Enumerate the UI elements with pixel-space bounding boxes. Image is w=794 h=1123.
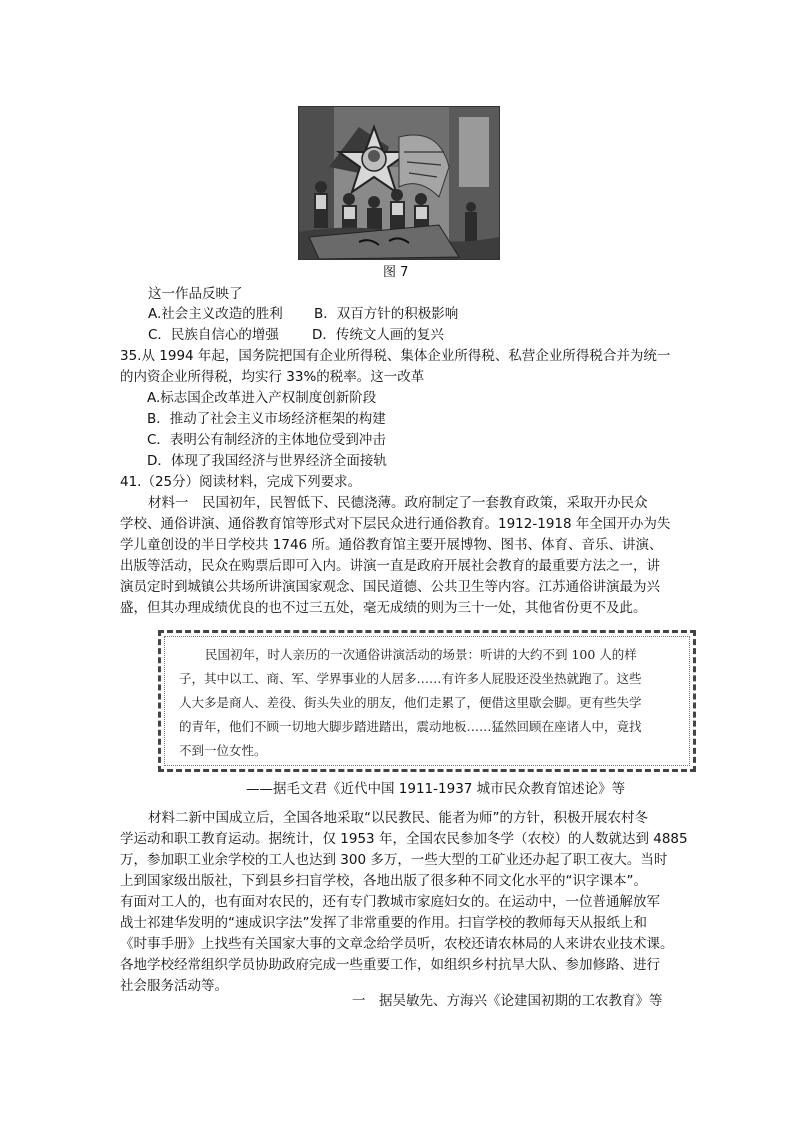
material-1-line: 盛，但其办理成绩优良的也不过三五处，毫无成绩的则为三十一处，其他省份更不及此。 (120, 600, 647, 616)
material-2-line: 学运动和职工教育运动。据统计，仅 1953 年，全国农民参加冬学（农校）的人数就达到 4885 (120, 831, 688, 847)
material-1-line: 学校、通俗讲演、通俗教育馆等形式对下层民众进行通俗教育。1912-1918 年全国开办为失 (120, 516, 671, 532)
material-2-line: 材料二新中国成立后，全国各地采取“以民教民、能者为师”的方针，积极开展农村冬 (148, 810, 648, 826)
quote-line: 子，其中以工、商、军、学界事业的人居多……有许多人屁股还没坐热就跑了。这些 (179, 671, 642, 686)
q35-stem-line-1: 35.从 1994 年起，国务院把国有企业所得税、集体企业所得税、私营企业所得税合并为统一 (120, 348, 671, 364)
q34-option-b: B．双百方针的积极影响 (314, 306, 459, 322)
q34-stem: 这一作品反映了 (148, 286, 243, 302)
quote-line: 的青年，他们不顾一切地大脚步踏进踏出，震动地板……猛然回顾在座诸人中，竟找 (179, 719, 642, 734)
quote-line: 人大多是商人、差役、街头失业的朋友，他们走累了，便借这里歇会脚。更有些失学 (179, 695, 642, 710)
material-2-line: 社会服务活动等。 (120, 978, 228, 994)
question-41-material-2 (120, 808, 700, 998)
q35-option-b: B．推动了社会主义市场经济框架的构建 (147, 411, 386, 427)
poster-illustration (299, 107, 499, 259)
material-1-line: 学儿童创设的半日学校共 1746 所。通俗教育馆主要开展博物、图书、体育、音乐、讲演、 (120, 537, 663, 553)
poster-figure (298, 106, 500, 260)
material-2-line: 战士祁建华发明的“速成识字法”发挥了非常重要的作用。扫盲学校的教师每天从报纸上和 (120, 915, 647, 931)
material-2-source: 一 据吴敏先、方海兴《论建国初期的工农教育》等 (352, 993, 663, 1009)
figure-caption: 图 7 (383, 265, 409, 280)
material-2-line: 上到国家级出版社，下到县乡扫盲学校，各地出版了很多种不同文化水平的“识字课本”。 (120, 873, 647, 889)
quote-box (158, 630, 696, 772)
material-1-line: 出版等活动，民众在购票后即可入内。讲演一直是政府开展社会教育的最重要方法之一，讲 (120, 558, 660, 574)
quote-line: 不到一位女性。 (179, 743, 267, 758)
q34-option-a: A.社会主义改造的胜利 (148, 306, 283, 322)
q35-option-a: A.标志国企改革进入产权制度创新阶段 (147, 390, 377, 406)
material-2-line: 万，参加职工业余学校的工人也达到 300 多万，一些大型的工矿业还办起了职工夜大。当时 (120, 852, 668, 868)
material-2-line: 《时事手册》上找些有关国家大事的文章念给学员听，农校还请农林局的人来讲农业技术课。 (120, 936, 674, 952)
q35-stem-line-2: 的内资企业所得税，均实行 33%的税率。这一改革 (120, 369, 425, 385)
question-41-material-1 (120, 472, 700, 622)
material-1-source: ——据毛文君《近代中国 1911-1937 城市民众教育馆述论》等 (246, 781, 626, 797)
q34-option-d: D．传统文人画的复兴 (312, 327, 444, 343)
q35-option-d: D．体现了我国经济与世界经济全面接轨 (147, 453, 387, 469)
q34-option-c: C．民族自信心的增强 (148, 327, 279, 343)
q35-option-c: C．表明公有制经济的主体地位受到冲击 (147, 432, 386, 448)
material-2-line: 各地学校经常组织学员协助政府完成一些重要工作，如组织乡村抗旱大队、参加修路、进行 (120, 957, 660, 973)
material-1-line: 演员定时到城镇公共场所讲演国家观念、国民道德、公共卫生等内容。江苏通俗讲演最为兴 (120, 579, 660, 595)
material-2-line: 有面对工人的，也有面对农民的，还有专门教城市家庭妇女的。在运动中，一位普通解放军 (120, 894, 660, 910)
quote-line: 民国初年，时人亲历的一次通俗讲演活动的场景：听讲的大约不到 100 人的样 (205, 647, 637, 662)
material-1-line: 材料一 民国初年，民智低下、民德浇薄。政府制定了一套教育政策，采取开办民众 (148, 495, 648, 511)
q41-stem: 41.（25分）阅读材料，完成下列要求。 (120, 474, 362, 490)
question-35 (120, 346, 690, 471)
